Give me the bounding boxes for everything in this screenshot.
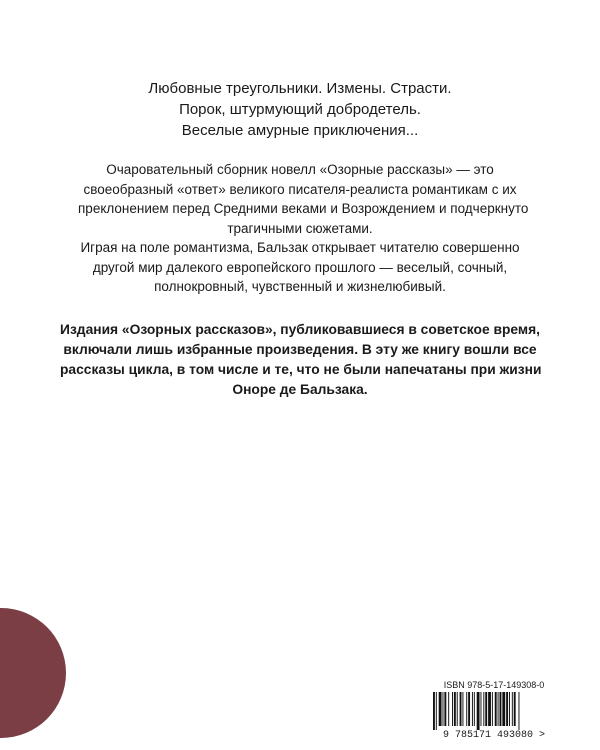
barcode-bar bbox=[512, 692, 513, 726]
barcode-bar bbox=[448, 692, 449, 726]
barcode-bar bbox=[474, 692, 475, 726]
barcode-bar bbox=[488, 692, 491, 726]
barcode-block bbox=[425, 680, 563, 742]
barcode-bar bbox=[485, 692, 487, 726]
tagline-line: Порок, штурмующий добродетель. bbox=[179, 101, 421, 118]
description-line: трагичными сюжетами. bbox=[227, 220, 373, 236]
barcode-bar bbox=[492, 692, 493, 726]
barcode-bar bbox=[436, 692, 437, 730]
barcode-bar bbox=[443, 692, 444, 726]
barcode-bar bbox=[460, 692, 462, 726]
description-line: своеобразный «ответ» великого писателя-реалиста романтикам с их bbox=[83, 181, 517, 197]
barcode-bar bbox=[433, 692, 435, 730]
description-line: Очаровательный сборник новелл «Озорные рассказы» — это bbox=[106, 162, 494, 177]
tagline-line: Любовные треугольники. Измены. Страсти. bbox=[148, 80, 452, 97]
barcode-bar bbox=[454, 692, 456, 726]
barcode-bar bbox=[452, 692, 453, 726]
barcode-bar bbox=[457, 692, 458, 726]
edition-note-line: Издания «Озорных рассказов», публиковавшиеся в советское время, bbox=[60, 322, 540, 337]
edition-note-line: Оноре де Бальзака. bbox=[232, 382, 368, 397]
tagline bbox=[0, 78, 600, 141]
barcode-bar bbox=[439, 692, 442, 726]
barcode-bar bbox=[481, 692, 482, 726]
barcode-bar bbox=[506, 692, 508, 726]
decorative-half-circle bbox=[0, 608, 66, 738]
edition-note-line: рассказы цикла, в том числе и те, что не были напечатаны при жизни bbox=[60, 362, 542, 377]
barcode-bar bbox=[462, 692, 463, 726]
barcode-bar bbox=[509, 692, 510, 726]
barcode-bar bbox=[483, 692, 484, 726]
barcode-bar bbox=[444, 692, 446, 726]
description-line: полнокровный, чувственный и жизнелюбивый. bbox=[154, 279, 446, 294]
barcode-bar bbox=[502, 692, 505, 726]
book-description bbox=[78, 160, 529, 297]
edition-note bbox=[60, 320, 540, 400]
barcode-bar bbox=[472, 692, 473, 726]
barcode-bar bbox=[498, 692, 499, 726]
barcode-bar bbox=[495, 692, 497, 726]
barcode-bar bbox=[466, 692, 467, 726]
isbn-label: ISBN 978-5-17-149308-0 bbox=[443, 680, 545, 690]
description-line: преклонением перед Средними веками и Возрождением и подчеркнуто bbox=[78, 201, 529, 216]
barcode-bar bbox=[514, 692, 516, 726]
barcode-bar bbox=[468, 692, 470, 726]
description-line: Играя на поле романтизма, Бальзак открывает читателю совершенно bbox=[80, 240, 520, 255]
edition-note-line: включали лишь избранные произведения. В эту же книгу вошли все bbox=[63, 342, 537, 357]
tagline-line: Веселые амурные приключения... bbox=[181, 122, 419, 139]
barcode-bar bbox=[500, 692, 502, 726]
barcode-icon bbox=[433, 692, 555, 730]
barcode-digits: 9 785171 493080 > bbox=[442, 730, 546, 741]
barcode-bar bbox=[477, 692, 480, 730]
description-line: другой мир далекого европейского прошлого — веселый, сочный, bbox=[92, 259, 508, 275]
barcode-bar bbox=[519, 692, 520, 730]
